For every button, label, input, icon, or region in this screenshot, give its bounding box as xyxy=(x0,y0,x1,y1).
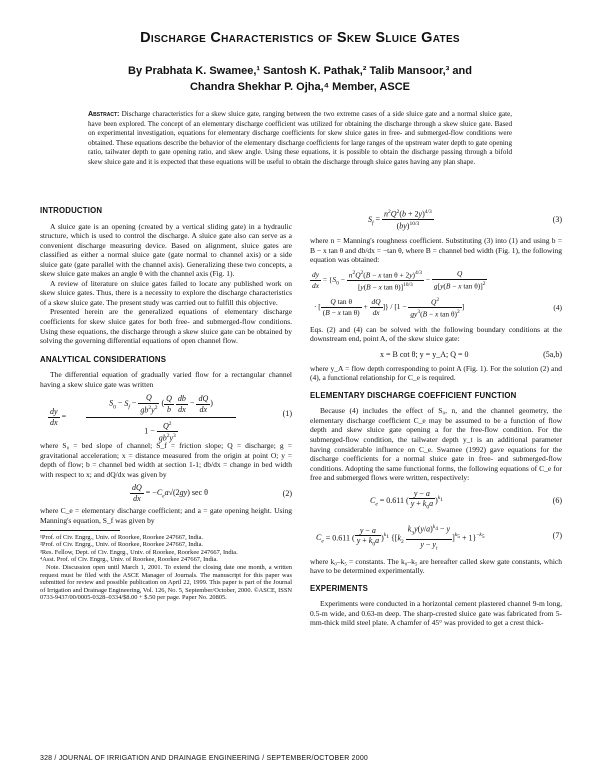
where-paragraph-1: where S₀ = bed slope of channel; S_f = friction slope; Q = discharge; g = gravitational acceleration; x = distance measured from the origin at point O; y = depth of flow; b = channel bed width at section 1-1; db/dx = change in bed width with respect to x; and dQ/dx was given by xyxy=(40,441,292,479)
intro-paragraph-2: A review of literature on sluice gates failed to locate any published work on skew sluice gates. Thus, there is a necessity to explore the discharge characteristics of a skew sluice gate. The present study was carried out to fulfill this objective. xyxy=(40,278,292,307)
equation-5-number: (5a,b) xyxy=(543,349,562,359)
equation-7-number: (7) xyxy=(552,530,562,540)
left-column xyxy=(40,206,292,602)
equation-6-number: (6) xyxy=(552,495,562,505)
equation-2: $\frac{dQ}{dx}$ = $-C_ea√(2gy)$ sec θ (2) xyxy=(132,483,292,504)
abstract xyxy=(88,110,512,168)
equation-5-text: x = B cot θ; y = y_A; Q = 0 xyxy=(380,349,469,359)
paper-title: Discharge Characteristics of Skew Sluice Gates xyxy=(140,30,460,46)
section-heading-analytical: ANALYTICAL CONSIDERATIONS xyxy=(40,354,167,364)
footnote-3: ³Res. Fellow, Dept. of Civ. Engrg., Univ. of Roorkee, Roorkee 247667, India. xyxy=(40,548,238,556)
intro-paragraph-1: A sluice gate is an opening (created by a vertical sliding gate) in a hydraulic structure, which is used to control the discharge. A sluice gate also can serve as a convenient discharge measuring device. Based on alignment, sluice gates are classified as either a normal sluice gate (gate normal to channel axis) or a side sluice gate (gate parallel with the channel axis). Generalizing these two concepts, a skew sluice gate makes an angle θ with the channel axis (Fig. 1). xyxy=(40,221,292,279)
author-line-2: Chandra Shekhar P. Ojha,⁴ Member, ASCE xyxy=(189,81,410,93)
analytical-paragraph-1: The differential equation of gradually varied flow for a rectangular channel having a skew sluice gate was written xyxy=(40,370,292,389)
equation-3: $S_f$ = $\frac{n^2Q^2(b + 2y)^{4/3}}{(by)^{10/3}}$ (3) xyxy=(368,209,562,231)
section-heading-experiments: EXPERIMENTS xyxy=(310,583,369,593)
boundary-paragraph: Eqs. (2) and (4) can be solved with the following boundary conditions at the downstream end, point A, of the skew sluice gate: xyxy=(310,324,562,344)
equation-4-number: (4) xyxy=(553,302,562,312)
equation-3-number: (3) xyxy=(552,215,562,224)
footnote-2: ²Prof. of Civ. Engrg., Univ. of Roorkee, Roorkee 247667, India. xyxy=(40,541,204,549)
equation-4: $\frac{dy}{dx}$ = {$S_0$ − $\frac{n^2Q^2(B - x \tan \theta + 2y)^{4/3}}{[y(B - x \tan \theta)]^{10/3}}$ − $\frac{Q}{g[y(B - x \tan \theta)]^2}$ · [ $\frac{\text{Q tan θ}}{\text{(B − x tan θ)}}$ + $\frac{dQ}{dx}$ ]} / [1 − $\frac{Q^2}{gy^3(B - x \tan \theta)^2}$ ] (4) xyxy=(312,269,562,319)
edc-paragraph-1: Because (4) includes the effect of S₀, n, and the channel geometry, the elementary discharge coefficient C_e may be assumed to be a function of flow depth and skew sluice gate opening a for the free-flow condition. For the submerged-flow condition, the tailwater depth y_t is an additional parameter having considerable influence on C_e. Swamee (1992) gave equations for the discharge coefficients for a normal sluice gate in free- and submerged-flow conditions. Adopting the same functional forms, the following equations of C_e for free and submerged flows were written, respectively: xyxy=(310,406,562,483)
equation-7: $C_e = 0.611$ ( $\frac{y - a}{y + k_0a}$ )$^{k_1}$ {[$k_2$ $\frac{k_3y(y/a)^{k_4} - y}{y - y_t}$ ]$^{k_5}$ + 1}$^{-k_5}$ (7) xyxy=(316,523,562,552)
equation-5 xyxy=(310,348,562,364)
equation-1: $\frac{dy}{dx}$ = $S_0 - S_f$ − $\frac{Q}{gb^2y^2}$ ( $\frac{Q}{b}$ $\frac{db}{dx}$ − $\frac{dQ}{dx}$ ) 1 − $\frac{Q^2}{gb^2y^3}$ (1) xyxy=(50,393,292,443)
section-heading-introduction: INTRODUCTION xyxy=(40,206,103,215)
footnote-4: ⁴Asst. Prof. of Civ. Engrg., Univ. of Roorkee, Roorkee 247667, India. xyxy=(40,556,218,564)
footnotes xyxy=(40,534,292,602)
author-line-1: By Prabhata K. Swamee,¹ Santosh K. Pathak,² Talib Mansoor,³ and xyxy=(128,65,472,77)
where-paragraph-2: where C_e = elementary discharge coefficient; and a = gate opening height. Using Manning's equation, S_f was given by xyxy=(40,506,292,526)
author-block xyxy=(60,63,540,95)
intro-paragraph-3: Presented herein are the generalized equations of elementary discharge coefficients for skew sluice gates for both free- and submerged-flow conditions. Using these equations, the discharge through a skew sluice gate can be obtained by solving the governing differential equations of open channel flow. xyxy=(40,307,292,346)
right-column xyxy=(310,206,562,628)
experiments-paragraph-1: Experiments were conducted in a horizontal cement plastered channel 9-m long, 0.5-m wide, and 0.63-m deep. The sharp-crested sluice gate was fabricated from 5-mm-thick mild steel plate. A chamfer of 45° was provided to get a crest thick- xyxy=(310,599,562,628)
equation-2-number: (2) xyxy=(282,489,292,499)
page-footer: 328 / JOURNAL OF IRRIGATION AND DRAINAGE ENGINEERING / SEPTEMBER/OCTOBER 2000 xyxy=(40,755,369,762)
footnote-rule xyxy=(40,530,120,531)
submission-note: Note. Discussion open until March 1, 2001. To extend the closing date one month, a written request must be filed with the ASCE Manager of Journals. The manuscript for this paper was submitted for review and possible publication on April 22, 1999. This paper is part of the Journal of Irrigation and Drainage Engineering, Vol. 126, No. 5, September/October, 2000. ©ASCE, ISSN 0733-9437/00/0005-0328–0334/$8.00 + $.50 per page. Paper No. 20805. xyxy=(40,563,292,602)
section-heading-edc: ELEMENTARY DISCHARGE COEFFICIENT FUNCTION xyxy=(310,390,517,400)
equation-1-number: (1) xyxy=(282,409,292,419)
after-eq5-paragraph: where y_A = flow depth corresponding to point A (Fig. 1). For the solution (2) and (4), a functional relationship for C_e is required. xyxy=(310,363,562,383)
manning-paragraph: where n = Manning's roughness coefficient. Substituting (3) into (1) and using b = B − x tan θ and db/dx = −tan θ, where B = channel bed width (Fig. 1), the following equation was obtained: xyxy=(310,236,562,265)
footnote-1: ¹Prof. of Civ. Engrg., Univ. of Roorkee, Roorkee 247667, India. xyxy=(40,533,204,541)
abstract-text: Discharge characteristics for a skew sluice gate, ranging between the two extreme cases of a side sluice gate and a normal sluice gate, have been explored. The concept of an elementary discharge coefficient was utilized for obtaining the discharge through a skew sluice gate. Based on experimental investigation, equations for elementary discharge coefficients for skew sluice gates in free- and submerged-flow conditions were obtained. These equations describe the behavior of the elementary discharge coefficients for large ranges of the upstream water depth to gate opening ratio, tailwater depth to gate opening ratio, and skew angle. Using these equations, it is possible to obtain the discharge passing through a bifold skew sluice gate and it is expected that these equations will be useful to obtain the discharge through sluice gates having any plan shape. xyxy=(88,110,512,166)
abstract-label: Abstract: xyxy=(88,110,120,118)
equation-6: $C_e = 0.611$ ( $\frac{y - a}{y + k_0a}$ )$^{k_1}$ (6) xyxy=(370,488,562,511)
after-eq7-paragraph: where k₀–k₅ = constants. The k₀–k₅ are hereafter called skew gate constants, which have to be determined experimentally. xyxy=(310,556,562,576)
